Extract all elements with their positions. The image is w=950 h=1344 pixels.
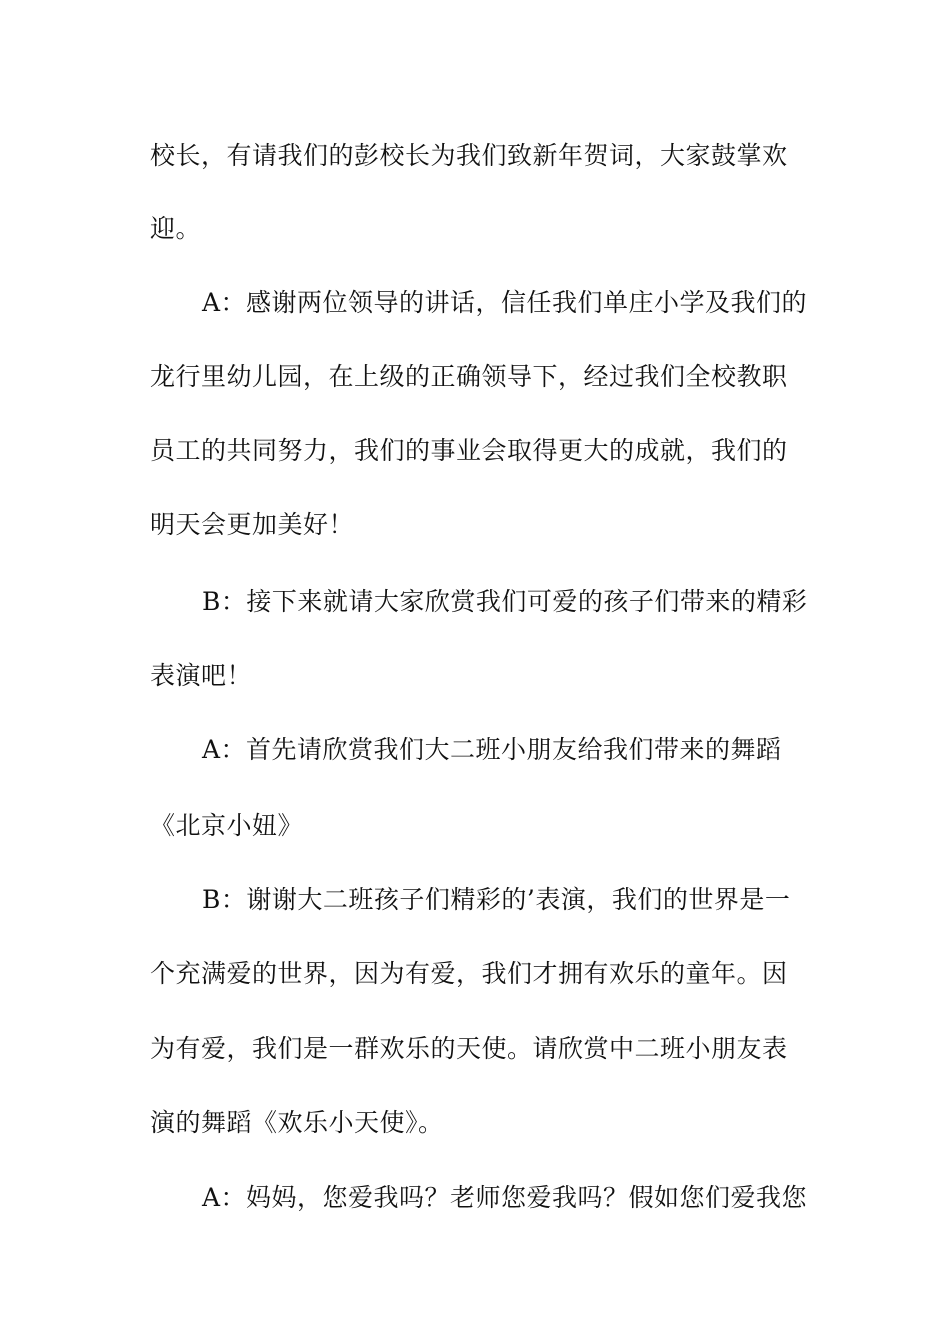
text-line: 《北京小妞》 — [150, 811, 304, 840]
text-line: 龙行里幼儿园，在上级的正确领导下，经过我们全校教职 — [150, 362, 788, 391]
text-line: 校长，有请我们的彭校长为我们致新年贺词，大家鼓掌欢 — [150, 141, 788, 170]
text-line: 迎。 — [150, 214, 202, 243]
text-line: 演的舞蹈《欢乐小天使》。 — [150, 1108, 444, 1137]
text-line: 明天会更加美好！ — [150, 510, 355, 539]
text-line: 为有爱，我们是一群欢乐的天使。请欣赏中二班小朋友表 — [150, 1034, 788, 1063]
text-line: A：感谢两位领导的讲话，信任我们单庄小学及我们的 — [202, 288, 808, 317]
text-line: 员工的共同努力，我们的事业会取得更大的成就，我们的 — [150, 436, 788, 465]
text-line: B：谢谢大二班孩子们精彩的’表演，我们的世界是一 — [202, 885, 791, 914]
text-line: A：妈妈，您爱我吗？老师您爱我吗？假如您们爱我您 — [202, 1183, 808, 1212]
text-line: 表演吧！ — [150, 661, 253, 690]
text-line: A：首先请欣赏我们大二班小朋友给我们带来的舞蹈 — [202, 735, 782, 764]
text-line: 个充满爱的世界，因为有爱，我们才拥有欢乐的童年。因 — [150, 959, 788, 988]
text-line: B：接下来就请大家欣赏我们可爱的孩子们带来的精彩 — [202, 587, 808, 616]
